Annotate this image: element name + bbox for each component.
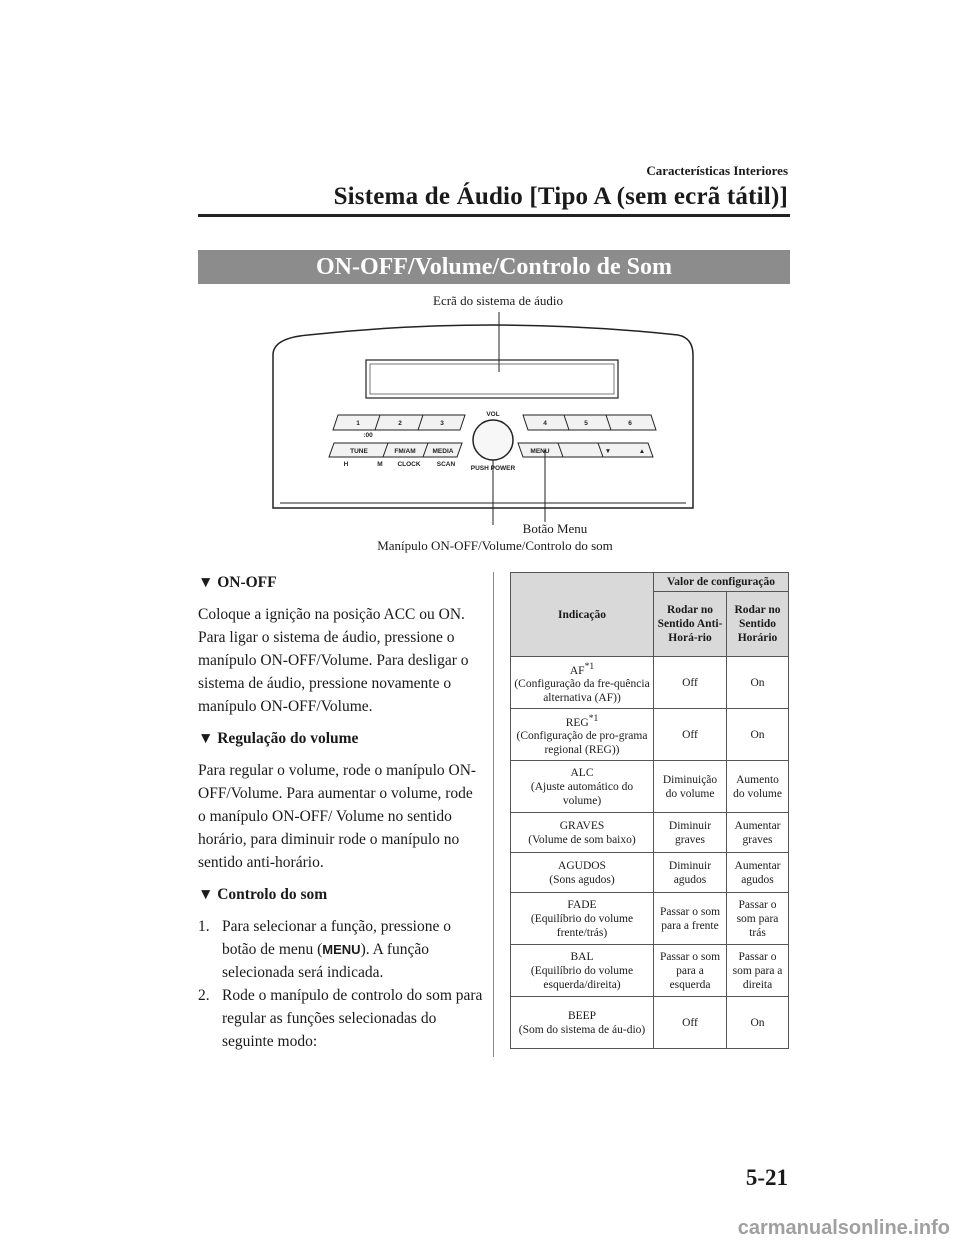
onoff-heading: ▼ ON-OFF [198, 574, 277, 591]
menu-button-label: Botão Menu [522, 521, 588, 536]
table-row [511, 893, 789, 945]
setting-description: (Equilíbrio do volume frente/trás) [530, 912, 634, 939]
setting-description: (Sons agudos) [549, 873, 615, 886]
preset-6-label: 6 [628, 420, 632, 427]
cw-value: Passar o som para a direita [727, 945, 789, 997]
settings-rows [511, 657, 789, 1049]
footnote-marker: *1 [584, 660, 595, 672]
triangle-icon: ▼ [198, 730, 214, 747]
down-arrow-icon: ▼ [604, 448, 612, 455]
ccw-value: Off [654, 709, 727, 761]
screen-label: Ecrã do sistema de áudio [433, 293, 563, 308]
setting-name: GRAVES [559, 819, 605, 832]
setting-name-cell [511, 945, 654, 997]
sound-heading: ▼ Controlo do som [198, 886, 328, 903]
th-ccw: Rodar no Sentido Anti-Horá-rio [654, 592, 727, 657]
cw-value: On [727, 997, 789, 1049]
table-row [511, 709, 789, 761]
ccw-value: Off [654, 997, 727, 1049]
setting-name: BAL [570, 950, 594, 963]
step-1: 1. Para selecionar a função, pressione o botão de menu (MENU). A função selecionada será indicada. [198, 918, 451, 981]
table-row [511, 813, 789, 853]
setting-name: FADE [567, 898, 597, 911]
header-rule [198, 214, 790, 217]
setting-name-cell [511, 853, 654, 893]
setting-name-cell [511, 761, 654, 813]
knob-label: Manípulo ON-OFF/Volume/Controlo do som [377, 538, 613, 553]
vol-label: VOL [486, 411, 500, 418]
setting-name: AGUDOS [558, 859, 606, 872]
ccw-value: Diminuir agudos [654, 853, 727, 893]
fm-am-label: FM/AM [394, 448, 416, 455]
cw-value: Aumentar graves [727, 813, 789, 853]
setting-name-cell [511, 657, 654, 709]
watermark: carmanualsonline.info [737, 1217, 950, 1239]
tune-label: TUNE [350, 448, 368, 455]
table-row [511, 997, 789, 1049]
cw-value: Passar o som para trás [727, 893, 789, 945]
ccw-value: Diminuição do volume [654, 761, 727, 813]
preset-3-label: 3 [440, 420, 444, 427]
setting-description: (Equilíbrio do volume esquerda/direita) [530, 964, 634, 991]
setting-name: ALC [570, 766, 594, 779]
column-divider [493, 572, 494, 1057]
preset-1-label: 1 [356, 420, 360, 427]
scan-label: SCAN [436, 461, 456, 468]
table-row [511, 657, 789, 709]
page-number: 5-21 [745, 1165, 788, 1190]
push-power-label: PUSH POWER [470, 465, 516, 472]
triangle-icon: ▼ [198, 886, 214, 903]
preset-2-label: 2 [398, 420, 402, 427]
volume-text: Para regular o volume, rode o manípulo ON-OFF/Volume. Para aumentar o volume, rode o manípulo ON-OFF/ Volume no sentido horário, para diminuir rode o manípulo no sentido anti-horário. [198, 762, 477, 871]
th-indicacao: Indicação [511, 573, 654, 657]
m-label: M [377, 461, 383, 468]
preset-5-label: 5 [584, 420, 588, 427]
setting-description: (Configuração de pro-grama regional (REG)) [516, 730, 648, 757]
settings-table [510, 572, 789, 1049]
ccw-value: Off [654, 657, 727, 709]
setting-description: (Volume de som baixo) [528, 833, 636, 846]
table-row [511, 945, 789, 997]
cw-value: Aumento do volume [727, 761, 789, 813]
topic-banner: ON-OFF/Volume/Controlo de Som [198, 250, 790, 284]
table-row [511, 853, 789, 893]
volume-heading: ▼ Regulação do volume [198, 730, 359, 747]
cw-value: On [727, 709, 789, 761]
preset-4-label: 4 [543, 420, 547, 427]
cw-value: On [727, 657, 789, 709]
onoff-text: Coloque a ignição na posição ACC ou ON. Para ligar o sistema de áudio, pressione o manípulo ON-OFF/Volume. Para desligar o sistema de áudio, pressione novamente o manípulo ON-OFF/Volume. [198, 606, 469, 715]
setting-description: (Som do sistema de áu-dio) [518, 1023, 646, 1036]
ccw-value: Passar o som para a esquerda [654, 945, 727, 997]
media-label: MEDIA [432, 448, 454, 455]
setting-name: AF [569, 664, 585, 677]
setting-name-cell [511, 813, 654, 853]
setting-description: (Configuração da fre-quência alternativa (AF)) [514, 678, 650, 705]
step-2: 2. Rode o manípulo de controlo do som para regular as funções selecionadas do seguinte modo: [198, 987, 483, 1050]
table-row [511, 761, 789, 813]
setting-name-cell [511, 709, 654, 761]
menu-label: MENU [530, 448, 550, 455]
up-arrow-icon: ▲ [638, 448, 646, 455]
triangle-icon: ▼ [198, 574, 214, 591]
audio-panel-diagram [268, 310, 718, 525]
colon00-label: :00 [363, 432, 373, 439]
h-label: H [343, 461, 349, 468]
left-column [198, 574, 483, 1053]
section-title: Sistema de Áudio [Tipo A (sem ecrã tátil)] [333, 183, 788, 210]
footnote-marker: *1 [588, 712, 599, 724]
setting-description: (Ajuste automático do volume) [530, 780, 634, 807]
chapter-header: Características Interiores [646, 163, 788, 178]
clock-label: CLOCK [397, 461, 421, 468]
menu-key: MENU [322, 942, 361, 957]
th-cw: Rodar no Sentido Horário [727, 592, 789, 657]
th-valor: Valor de configuração [654, 573, 789, 592]
setting-name-cell [511, 893, 654, 945]
cw-value: Aumentar agudos [727, 853, 789, 893]
setting-name: BEEP [567, 1009, 597, 1022]
ccw-value: Diminuir graves [654, 813, 727, 853]
setting-name: REG [565, 716, 589, 729]
setting-name-cell [511, 997, 654, 1049]
ccw-value: Passar o som para a frente [654, 893, 727, 945]
steps-list [198, 915, 483, 1053]
